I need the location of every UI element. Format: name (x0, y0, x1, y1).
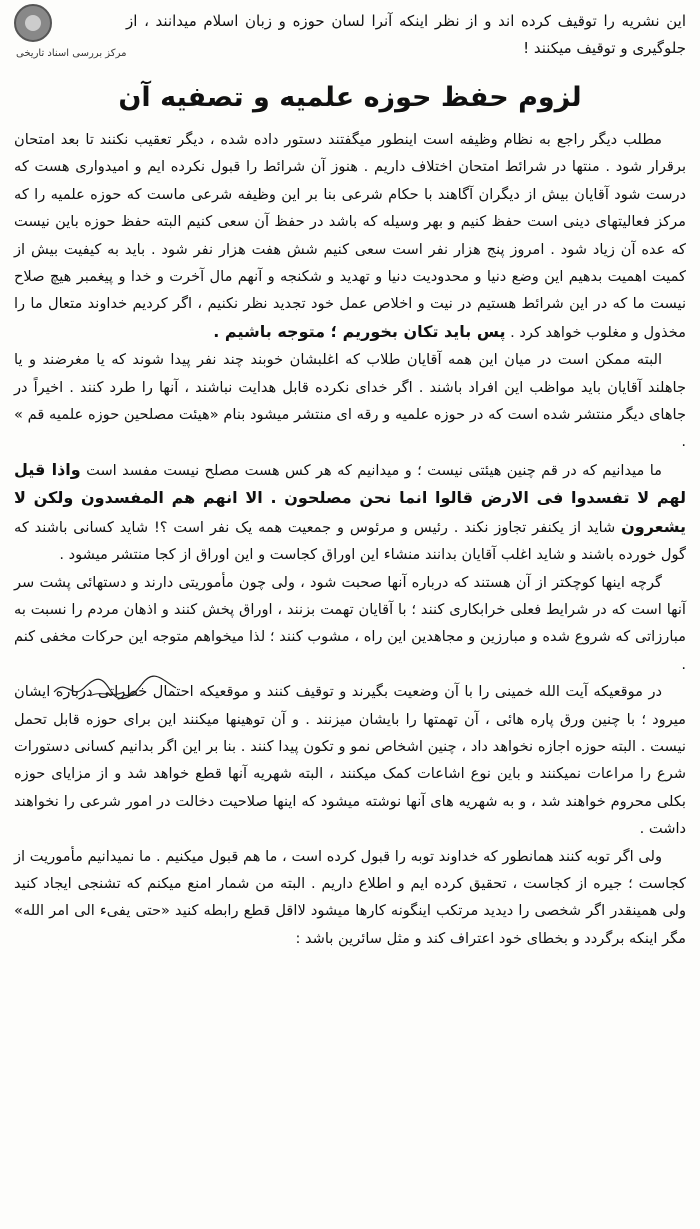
document-body (14, 126, 686, 952)
archive-emblem-icon (14, 4, 52, 42)
emphasis-text: پس باید تکان بخوریم ؛ متوجه باشیم . (213, 321, 506, 341)
archive-logo (8, 4, 128, 64)
quran-verse: واذا قیل لهم لا تفسدوا فی الارض قالوا انما نحن مصلحون . الا انهم هم المفسدون ولکن لا یشعرون (14, 459, 686, 536)
paragraph-text: مطلب دیگر راجع به نظام وظیفه است اینطور میگفتند دستور داده شده ، دیگر تعقیب نکنند تا بعد امتحان برقرار شود . منتها در شرائط امتحان اختلاف داریم . هنوز آن شرائط را قبول نکرده ایم و امیدواری هست که درست شود آقایان بیش از دیگران آگاهند با حکام شرعی بنا بر این وظیفه شرعی ماست که حوزه علمیه را که مرکز فعالیتهای دینی است حفظ کنیم و بهر وسیله که باشد در حفظ آن سعی کنیم البته حفظ حوزه باین نیست که عده آن زیاد شود . امروز پنج هزار نفر است سعی کنیم شش هفت هزار نفر شود . باید به کیفیت بیش از کمیت اهمیت بدهیم این وضع دنیا و محدودیت دنیا و تهدید و شکنجه و آنهم مال آخرت و خدا و پیغمبر هیچ صلاح نیست ما که در این شرائط هستیم در نیت و اخلاص عمل خود تجدید نظر نکنیم ، اگر کردیم خداوند متعال ما را مخذول و مغلوب خواهد کرد . (14, 131, 686, 341)
archive-logo-text: مرکز بررسی اسناد تاریخی (16, 48, 127, 59)
paragraph-text: شاید از یکنفر تجاوز نکند . رئیس و مرئوس و جمعیت همه یک نفر است ؟! شاید کسانی باشند که گول خورده باشند و شاید اغلب آقایان بدانند منشاء این اوراق کجاست و این اوراق از کجا منتشر میشود . (14, 518, 686, 564)
top-note: این نشریه را توقیف کرده اند و از نظر اینکه آنرا لسان حوزه و زبان اسلام میدانند ، از جلوگیری و توقیف میکنند ! (126, 12, 686, 57)
handwritten-scribble (50, 670, 180, 706)
paragraph: البته ممکن است در میان این همه آقایان طلاب که اغلبشان خوبند چند نفر پیدا شوند که یا مغرضند و یا جاهلند آقایان باید مواظب این افراد باشند . اگر خدای نکرده قابل هدایت نباشند ، آنها را طرد کنند . اخیراً در جاهای دیگر منتشر شده است که در حوزه علمیه و رقه ای منتشر میشود بنام «هیئت مصلحین حوزه علمیه قم » . (14, 351, 686, 451)
paragraph: گرچه اینها کوچکتر از آن هستند که درباره آنها صحبت شود ، ولی چون مأموریتی دارند و دستهائی پشت سر آنها است که در شرایط فعلی خرابکاری کنند ؛ با آقایان تهمت بزنند ، اوراق پخش کنند و اذهان مردم را نسبت به مبارزاتی که شروع شده و مبارزین و مجاهدین این راه ، مشوب کنند ؛ لذا میخواهم متوجه این حرکات مخفی کنم . (14, 573, 686, 673)
paragraph-text: ما میدانیم که در قم چنین هیئتی نیست ؛ و میدانیم که هر کس هست مصلح نیست مفسد است (86, 461, 662, 479)
paragraph: ولی اگر توبه کنند همانطور که خداوند توبه را قبول کرده است ، ما هم قبول میکنیم . ما نمیدانیم مأموریت از کجاست ؛ جیره از کجاست ، تحقیق کرده ایم و اطلاع داریم . البته من شمار امنع میکنم که تشنجی ایجاد کنید ولی همینقدر اگر شخصی را دیدید مرتکب اینگونه کارها میشود لااقل قطع رابطه کنید «حتی یفیء الی امر الله» مگر اینکه برگردد و بخطای خود اعتراف کند و مثل سائرین باشد : (14, 847, 686, 947)
page-title: لزوم حفظ حوزه علمیه و تصفیه آن (118, 82, 582, 113)
paragraph: در موقعیکه آیت الله خمینی را با آن وضعیت بگیرند و توقیف کنند و موقعیکه احتمال خطراتی درباره ایشان میرود ؛ با چنین ورق پاره هائی ، آن تهمتها را بایشان میزنند . و آن توهینها میکنند این برای حوزه قابل تحمل نیست . البته حوزه اجازه نخواهد داد ، چنین اشخاص نمو و تکون پیدا کنند . بنا بر این اگر بدانیم کسانی دستورات شرع را مراعات نمیکنند و باین نوع اشاعات کمک میکنند ، البته شهریه آنها قطع خواهد شد و از مزایای حوزه بکلی محروم خواهند شد ، و به شهریه های آنها نوشته میشود که اینها صلاحیت دخالت در امور شرعی را نخواهند داشت . (14, 683, 686, 838)
paragraph (14, 126, 686, 346)
paragraph (14, 456, 686, 569)
